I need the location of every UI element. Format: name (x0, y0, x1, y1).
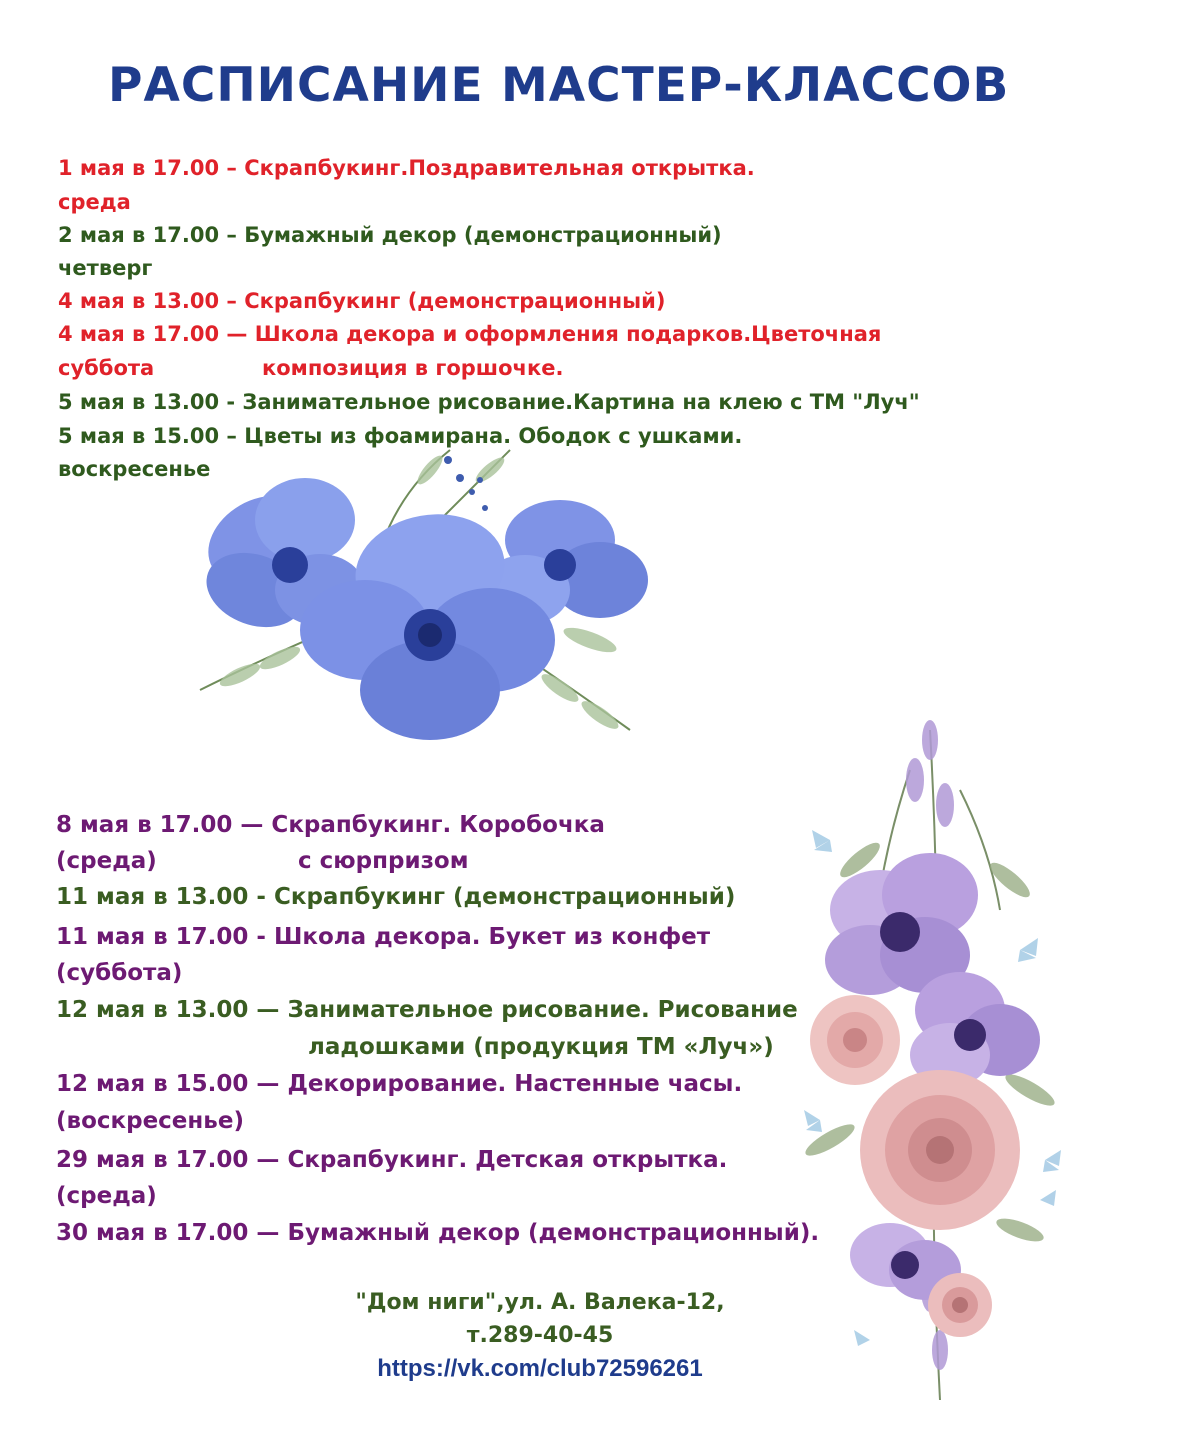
schedule-line: четверг (58, 256, 153, 280)
schedule-line: с сюрпризом (298, 848, 469, 874)
schedule-line: 4 мая в 17.00 — Школа декора и оформления подарков.Цветочная (58, 322, 882, 346)
schedule-line: (среда) (56, 848, 157, 874)
schedule-line: 1 мая в 17.00 – Скрапбукинг.Поздравительная открытка. (58, 156, 755, 180)
schedule-line: среда (58, 190, 131, 214)
schedule-line: (воскресенье) (56, 1108, 244, 1134)
schedule-line: 8 мая в 17.00 — Скрапбукинг. Коробочка (56, 812, 605, 838)
schedule-line: ладошками (продукция ТМ «Луч») (308, 1034, 774, 1060)
schedule-line: суббота (58, 356, 155, 380)
blue-anemone-bouquet-image (180, 430, 660, 760)
schedule-line: 30 мая в 17.00 — Бумажный декор (демонстрационный). (56, 1220, 820, 1246)
schedule-line: 5 мая в 15.00 – Цветы из фоамирана. Ободок с ушками. (58, 424, 743, 448)
footer-phone: т.289-40-45 (466, 1323, 614, 1348)
schedule-line: 12 мая в 13.00 — Занимательное рисование. Рисование (56, 997, 798, 1023)
schedule-line: 2 мая в 17.00 – Бумажный декор (демонстрационный) (58, 223, 722, 247)
schedule-line: композиция в горшочке. (262, 356, 564, 380)
page-title: РАСПИСАНИЕ МАСТЕР-КЛАССОВ (108, 58, 1010, 113)
schedule-line: 11 мая в 13.00 - Скрапбукинг (демонстрационный) (56, 884, 736, 910)
schedule-line: 29 мая в 17.00 — Скрапбукинг. Детская открытка. (56, 1147, 728, 1173)
footer-address: "Дом ниги",ул. А. Валека-12, (355, 1290, 725, 1315)
schedule-line: 11 мая в 17.00 - Школа декора. Букет из конфет (56, 924, 711, 950)
schedule-line: 5 мая в 13.00 - Занимательное рисование.Картина на клею с ТМ "Луч" (58, 390, 920, 414)
schedule-line: 12 мая в 15.00 — Декорирование. Настенные часы. (56, 1071, 743, 1097)
schedule-line: воскресенье (58, 457, 211, 481)
schedule-line: 4 мая в 13.00 – Скрапбукинг (демонстрационный) (58, 289, 666, 313)
footer-link[interactable]: https://vk.com/club72596261 (377, 1355, 703, 1382)
schedule-line: (среда) (56, 1183, 157, 1209)
schedule-line: (суббота) (56, 960, 183, 986)
rose-anemone-bouquet-image (790, 710, 1080, 1410)
